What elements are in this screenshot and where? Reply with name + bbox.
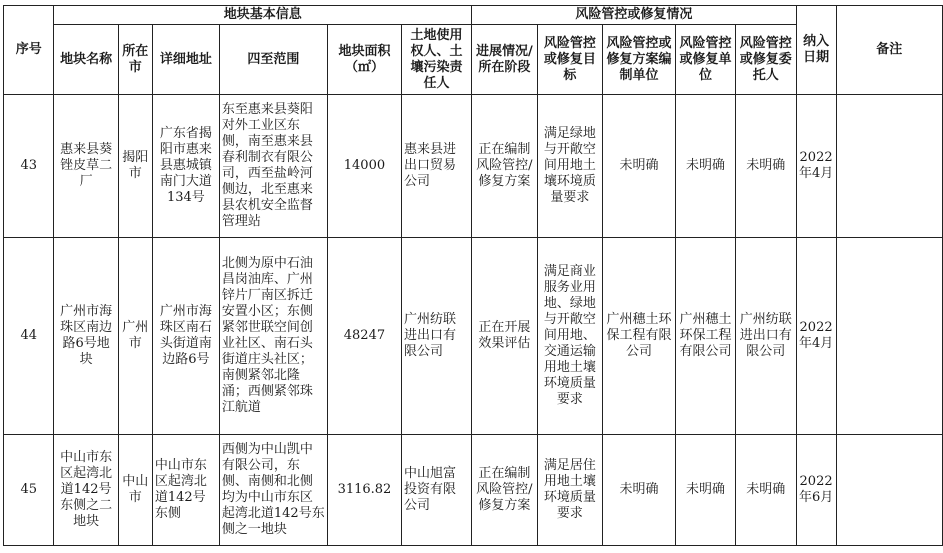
- table-row: [4, 238, 943, 435]
- row-city: 中山市: [118, 435, 152, 546]
- header-name: 地块名称: [54, 25, 118, 95]
- header-index: 序号: [4, 6, 54, 95]
- row-address: 中山市东区起湾北道142号东侧: [152, 435, 219, 546]
- header-exec-unit: 风险管控或修复单位: [676, 25, 736, 95]
- row-note: [836, 238, 942, 435]
- row-boundary: 西侧为中山凯中有限公司，东侧、南侧和北侧均为中山市东区起湾北道142号东侧之一地块: [219, 435, 327, 546]
- row-client: 未明确: [735, 95, 796, 238]
- header-note: 备注: [836, 6, 942, 95]
- header-address: 详细地址: [152, 25, 219, 95]
- row-address: 广东省揭阳市惠来县惠城镇南门大道134号: [152, 95, 219, 238]
- header-plan-unit: 风险管控或修复方案编制单位: [602, 25, 675, 95]
- row-address: 广州市海珠区南石头街道南边路6号: [152, 238, 219, 435]
- header-group-risk: 风险管控或修复情况: [472, 6, 797, 25]
- row-progress: 正在编制风险管控/修复方案: [472, 435, 538, 546]
- row-client: 未明确: [735, 435, 796, 546]
- header-group-basic: 地块基本信息: [54, 6, 472, 25]
- row-owner: 中山旭富投资有限公司: [402, 435, 472, 546]
- row-plan-unit: 未明确: [602, 95, 675, 238]
- row-index: 43: [4, 95, 54, 238]
- header-progress: 进展情况/所在阶段: [472, 25, 538, 95]
- table-row: [4, 435, 943, 546]
- row-boundary: 东至惠来县葵阳对外工业区东侧，南至惠来县春利制衣有限公司，西至盐岭河侧边，北至惠来县农机安全监督管理站: [219, 95, 327, 238]
- row-owner: 惠来县进出口贸易公司: [402, 95, 472, 238]
- row-note: [836, 435, 942, 546]
- row-target: 满足商业服务业用地、绿地与开敞空间用地、交通运输用地土壤环境质量要求: [537, 238, 602, 435]
- header-client: 风险管控或修复委托人: [735, 25, 796, 95]
- header-area: 地块面积（㎡）: [327, 25, 401, 95]
- row-owner: 广州纺联进出口有限公司: [402, 238, 472, 435]
- row-city: 广州市: [118, 238, 152, 435]
- row-city: 揭阳市: [118, 95, 152, 238]
- header-date: 纳入日期: [796, 6, 836, 95]
- row-exec-unit: 未明确: [676, 95, 736, 238]
- row-date: 2022年4月: [796, 238, 836, 435]
- row-name: 惠来县葵锉皮草二厂: [54, 95, 118, 238]
- row-exec-unit: 广州穗土环保工程有限公司: [676, 238, 736, 435]
- header-owner: 土地使用权人、土壤污染责任人: [402, 25, 472, 95]
- row-boundary: 北侧为原中石油昌岗油库、广州锌片厂南区拆迁安置小区；东侧紧邻世联空间创业社区、南石头街道庄头社区；南侧紧邻北隆涌；西侧紧邻珠江航道: [219, 238, 327, 435]
- row-exec-unit: 未明确: [676, 435, 736, 546]
- contaminated-site-table: [3, 5, 943, 546]
- row-progress: 正在编制风险管控/修复方案: [472, 95, 538, 238]
- row-area: 48247: [327, 238, 401, 435]
- header-target: 风险管控或修复目标: [537, 25, 602, 95]
- row-plan-unit: 未明确: [602, 435, 675, 546]
- row-area: 3116.82: [327, 435, 401, 546]
- row-area: 14000: [327, 95, 401, 238]
- row-index: 45: [4, 435, 54, 546]
- row-client: 广州纺联进出口有限公司: [735, 238, 796, 435]
- row-target: 满足居住用地土壤环境质量要求: [537, 435, 602, 546]
- row-target: 满足绿地与开敞空间用地土壤环境质量要求: [537, 95, 602, 238]
- header-city: 所在市: [118, 25, 152, 95]
- row-note: [836, 95, 942, 238]
- table-row: [4, 95, 943, 238]
- row-plan-unit: 广州穗土环保工程有限公司: [602, 238, 675, 435]
- row-name: 中山市东区起湾北道142号东侧之二地块: [54, 435, 118, 546]
- row-index: 44: [4, 238, 54, 435]
- row-progress: 正在开展效果评估: [472, 238, 538, 435]
- row-date: 2022年6月: [796, 435, 836, 546]
- header-boundary: 四至范围: [219, 25, 327, 95]
- row-name: 广州市海珠区南边路6号地块: [54, 238, 118, 435]
- row-date: 2022年4月: [796, 95, 836, 238]
